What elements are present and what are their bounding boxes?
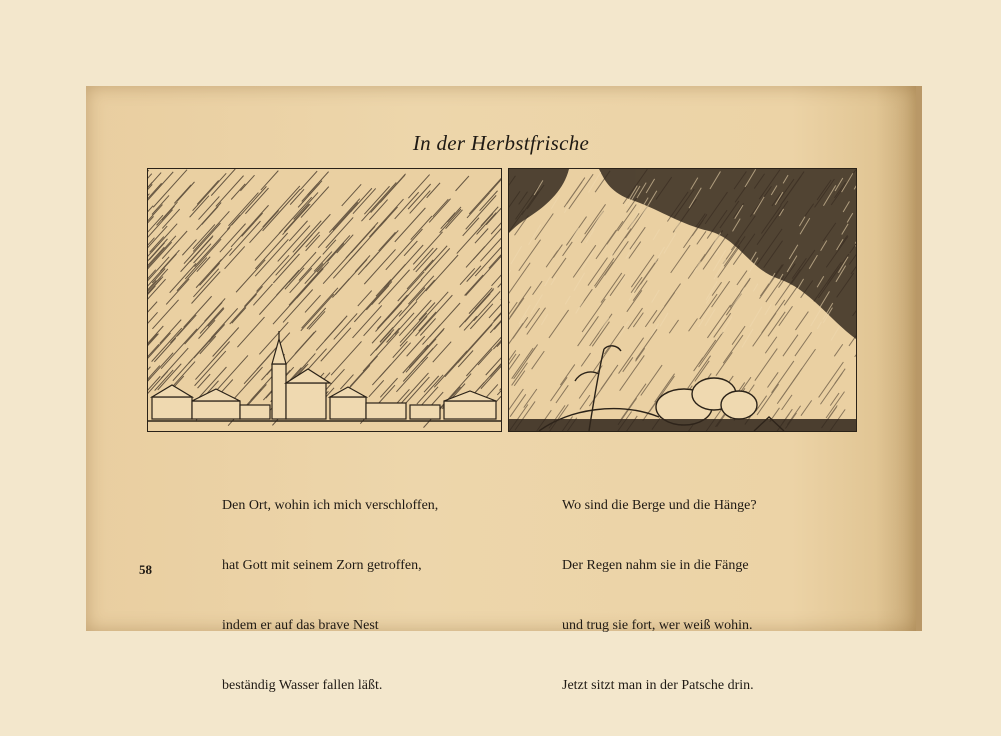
verse-line: indem er auf das brave Nest <box>222 616 438 636</box>
verse-line: beständig Wasser fallen läßt. <box>222 676 438 696</box>
verse-line: Den Ort, wohin ich mich verschloffen, <box>222 496 438 516</box>
dark-cloud-mass <box>509 169 856 339</box>
verse-right <box>562 456 757 736</box>
verse-line: hat Gott mit seinem Zorn getroffen, <box>222 556 438 576</box>
trees-bushes <box>539 346 784 431</box>
page-title: In der Herbstfrische <box>86 131 916 156</box>
verse-line: Der Regen nahm sie in die Fänge <box>562 556 757 576</box>
rain-village-drawing <box>148 169 501 431</box>
storm-clouds-drawing <box>509 169 856 431</box>
illustration-storm-clouds <box>508 168 857 432</box>
verse-line: Wo sind die Berge und die Hänge? <box>562 496 757 516</box>
verse-left <box>222 456 438 736</box>
verse-line: Jetzt sitzt man in der Patsche drin. <box>562 676 757 696</box>
book-page <box>86 86 922 631</box>
illustration-village-rain <box>147 168 502 432</box>
verse-line: und trug sie fort, wer weiß wohin. <box>562 616 757 636</box>
page-number: 58 <box>139 562 152 578</box>
page-edge-shadow <box>876 86 916 631</box>
